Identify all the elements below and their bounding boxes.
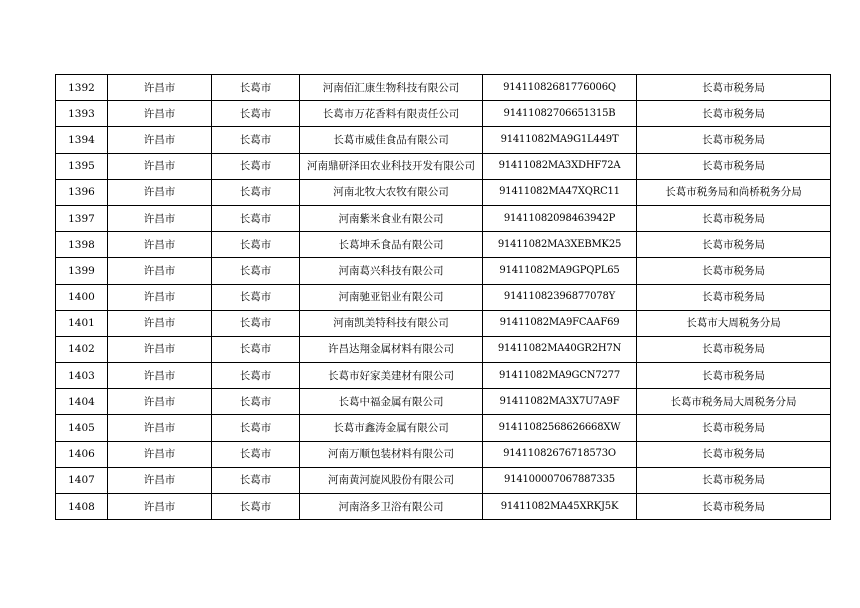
company-name-cell: 长葛市好家美建材有限公司 [300, 363, 483, 389]
county-cell: 长葛市 [212, 179, 300, 205]
row-number-cell: 1402 [56, 336, 108, 362]
city-cell: 许昌市 [108, 389, 212, 415]
city-cell: 许昌市 [108, 205, 212, 231]
credit-code-cell: 91411082396877078Y [483, 284, 637, 310]
row-number-cell: 1400 [56, 284, 108, 310]
tax-authority-cell: 长葛市税务局 [637, 75, 831, 101]
credit-code-cell: 91411082676718573O [483, 441, 637, 467]
row-number-cell: 1406 [56, 441, 108, 467]
company-name-cell: 河南黄河旋风股份有限公司 [300, 467, 483, 493]
row-number-cell: 1405 [56, 415, 108, 441]
company-name-cell: 河南佰汇康生物科技有限公司 [300, 75, 483, 101]
company-name-cell: 河南北牧大农牧有限公司 [300, 179, 483, 205]
tax-authority-cell: 长葛市税务局 [637, 205, 831, 231]
county-cell: 长葛市 [212, 127, 300, 153]
credit-code-cell: 91411082681776006Q [483, 75, 637, 101]
row-number-cell: 1395 [56, 153, 108, 179]
company-name-cell: 长葛中福金属有限公司 [300, 389, 483, 415]
row-number-cell: 1401 [56, 310, 108, 336]
tax-authority-cell: 长葛市税务局大周税务分局 [637, 389, 831, 415]
table-row [56, 205, 831, 231]
company-name-cell: 长葛坤禾食品有限公司 [300, 232, 483, 258]
county-cell: 长葛市 [212, 415, 300, 441]
county-cell: 长葛市 [212, 101, 300, 127]
company-name-cell: 长葛市鑫涛金属有限公司 [300, 415, 483, 441]
credit-code-cell: 91411082MA3XEBMK25 [483, 232, 637, 258]
row-number-cell: 1396 [56, 179, 108, 205]
city-cell: 许昌市 [108, 336, 212, 362]
table-row [56, 389, 831, 415]
county-cell: 长葛市 [212, 205, 300, 231]
table-row [56, 179, 831, 205]
city-cell: 许昌市 [108, 258, 212, 284]
credit-code-cell: 91411082568626668XW [483, 415, 637, 441]
city-cell: 许昌市 [108, 75, 212, 101]
tax-authority-cell: 长葛市税务局 [637, 284, 831, 310]
tax-authority-cell: 长葛市税务局 [637, 258, 831, 284]
table-row [56, 441, 831, 467]
city-cell: 许昌市 [108, 363, 212, 389]
county-cell: 长葛市 [212, 258, 300, 284]
table-row [56, 336, 831, 362]
tax-authority-cell: 长葛市税务局 [637, 415, 831, 441]
table-body [56, 75, 831, 520]
city-cell: 许昌市 [108, 310, 212, 336]
credit-code-cell: 91411082098463942P [483, 205, 637, 231]
table-row [56, 101, 831, 127]
table-row [56, 75, 831, 101]
credit-code-cell: 91411082MA3X7U7A9F [483, 389, 637, 415]
county-cell: 长葛市 [212, 153, 300, 179]
company-name-cell: 河南鼎研泽田农业科技开发有限公司 [300, 153, 483, 179]
row-number-cell: 1403 [56, 363, 108, 389]
city-cell: 许昌市 [108, 179, 212, 205]
taxpayer-list-table [55, 74, 831, 520]
table-row [56, 127, 831, 153]
city-cell: 许昌市 [108, 284, 212, 310]
table-row [56, 232, 831, 258]
row-number-cell: 1394 [56, 127, 108, 153]
row-number-cell: 1404 [56, 389, 108, 415]
table-row [56, 258, 831, 284]
county-cell: 长葛市 [212, 494, 300, 520]
table-row [56, 310, 831, 336]
county-cell: 长葛市 [212, 310, 300, 336]
tax-authority-cell: 长葛市税务局 [637, 101, 831, 127]
table-row [56, 467, 831, 493]
county-cell: 长葛市 [212, 467, 300, 493]
county-cell: 长葛市 [212, 284, 300, 310]
tax-authority-cell: 长葛市税务局和尚桥税务分局 [637, 179, 831, 205]
credit-code-cell: 91411082MA9G1L449T [483, 127, 637, 153]
tax-authority-cell: 长葛市税务局 [637, 467, 831, 493]
row-number-cell: 1397 [56, 205, 108, 231]
tax-authority-cell: 长葛市税务局 [637, 127, 831, 153]
table-row [56, 363, 831, 389]
city-cell: 许昌市 [108, 494, 212, 520]
tax-authority-cell: 长葛市税务局 [637, 153, 831, 179]
county-cell: 长葛市 [212, 363, 300, 389]
credit-code-cell: 91411082MA9FCAAF69 [483, 310, 637, 336]
city-cell: 许昌市 [108, 467, 212, 493]
company-name-cell: 河南万顺包装材料有限公司 [300, 441, 483, 467]
row-number-cell: 1393 [56, 101, 108, 127]
tax-authority-cell: 长葛市税务局 [637, 363, 831, 389]
city-cell: 许昌市 [108, 232, 212, 258]
credit-code-cell: 914100007067887335 [483, 467, 637, 493]
tax-authority-cell: 长葛市税务局 [637, 232, 831, 258]
row-number-cell: 1399 [56, 258, 108, 284]
row-number-cell: 1407 [56, 467, 108, 493]
company-name-cell: 长葛市威佳食品有限公司 [300, 127, 483, 153]
credit-code-cell: 91411082MA40GR2H7N [483, 336, 637, 362]
company-name-cell: 河南洛多卫浴有限公司 [300, 494, 483, 520]
city-cell: 许昌市 [108, 415, 212, 441]
credit-code-cell: 91411082MA3XDHF72A [483, 153, 637, 179]
company-name-cell: 长葛市万花香料有限责任公司 [300, 101, 483, 127]
city-cell: 许昌市 [108, 101, 212, 127]
credit-code-cell: 91411082MA45XRKJ5K [483, 494, 637, 520]
company-name-cell: 河南凯美特科技有限公司 [300, 310, 483, 336]
county-cell: 长葛市 [212, 389, 300, 415]
company-name-cell: 河南驰亚铝业有限公司 [300, 284, 483, 310]
table-row [56, 284, 831, 310]
table-row [56, 415, 831, 441]
city-cell: 许昌市 [108, 127, 212, 153]
table-row [56, 494, 831, 520]
company-name-cell: 河南葛兴科技有限公司 [300, 258, 483, 284]
tax-authority-cell: 长葛市税务局 [637, 441, 831, 467]
credit-code-cell: 91411082MA47XQRC11 [483, 179, 637, 205]
credit-code-cell: 91411082706651315B [483, 101, 637, 127]
tax-authority-cell: 长葛市税务局 [637, 336, 831, 362]
city-cell: 许昌市 [108, 441, 212, 467]
company-name-cell: 许昌达翔金属材料有限公司 [300, 336, 483, 362]
company-name-cell: 河南紫米食业有限公司 [300, 205, 483, 231]
city-cell: 许昌市 [108, 153, 212, 179]
credit-code-cell: 91411082MA9GPQPL65 [483, 258, 637, 284]
county-cell: 长葛市 [212, 336, 300, 362]
tax-authority-cell: 长葛市大周税务分局 [637, 310, 831, 336]
tax-authority-cell: 长葛市税务局 [637, 494, 831, 520]
county-cell: 长葛市 [212, 232, 300, 258]
row-number-cell: 1392 [56, 75, 108, 101]
row-number-cell: 1408 [56, 494, 108, 520]
county-cell: 长葛市 [212, 75, 300, 101]
credit-code-cell: 91411082MA9GCN7277 [483, 363, 637, 389]
row-number-cell: 1398 [56, 232, 108, 258]
county-cell: 长葛市 [212, 441, 300, 467]
table-row [56, 153, 831, 179]
